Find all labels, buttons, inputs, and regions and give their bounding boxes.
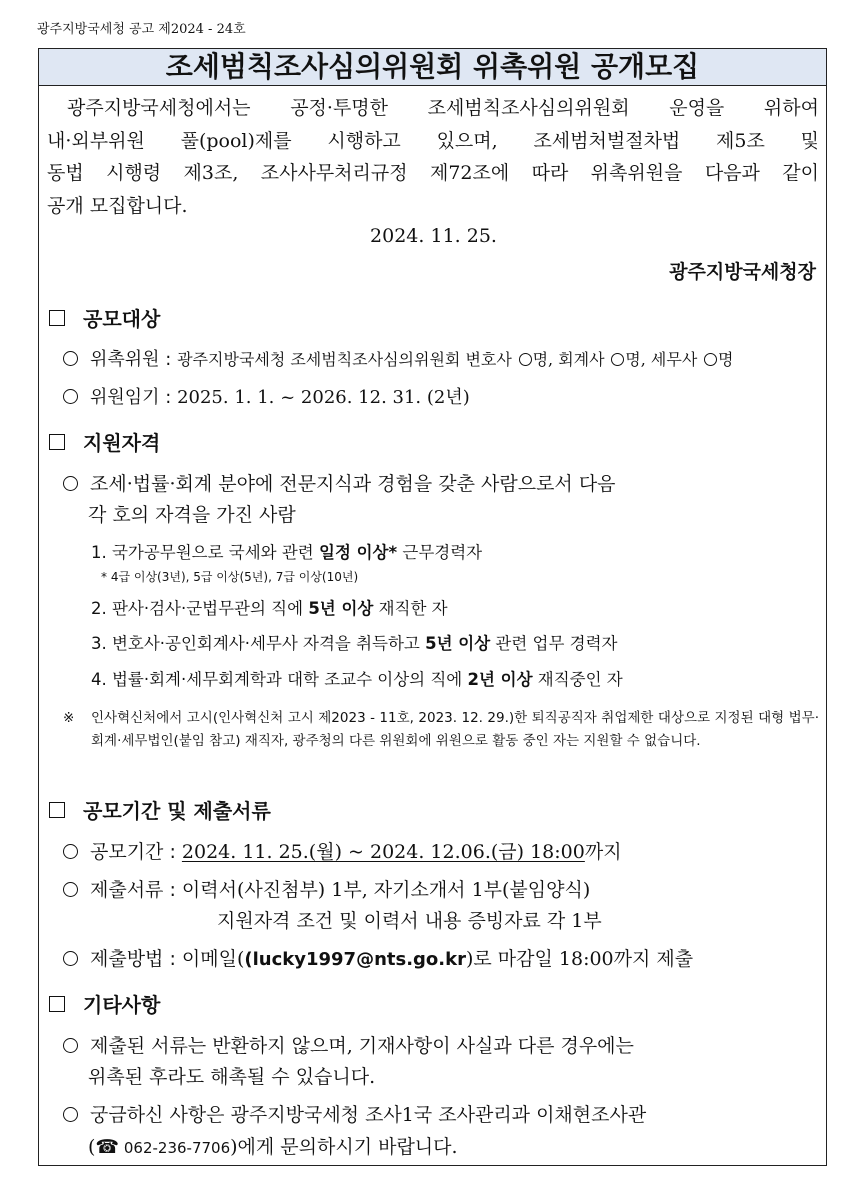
qualification-item-1 — [91, 539, 482, 563]
qualification-lead-2: 각 호의 자격을 가진 사람 — [88, 504, 296, 526]
item3-b: 5년 이상 — [425, 634, 491, 653]
qualification-item-2 — [91, 595, 448, 619]
item3-a: 3. 변호사·공인회계사·세무사 자격을 취득하고 — [91, 634, 420, 653]
item1-c: 근무경력자 — [402, 543, 483, 562]
qualification-lead-1 — [63, 469, 616, 496]
etc-item1-line-1: 제출된 서류는 반환하지 않으며, 기재사항이 사실과 다른 경우에는 — [90, 1035, 634, 1057]
intro-line-3: 동법 시행령 제3조, 조사사무처리규정 제72조에 따라 위촉위원을 다음과 같이 — [47, 162, 819, 184]
item4-b: 2년 이상 — [467, 670, 533, 689]
intro-paragraph — [47, 92, 819, 222]
section-qualification-title: 지원자격 — [83, 431, 161, 455]
qualification-lead-line-1: 조세·법률·회계 분야에 전문지식과 경험을 갖춘 사람으로서 다음 — [90, 473, 616, 495]
circle-bullet-icon — [63, 951, 78, 966]
docs-line-2: 지원자격 조건 및 이력서 내용 증빙자료 각 1부 — [217, 910, 602, 932]
item1-note: * 4급 이상(3년), 5급 이상(5년), 7급 이상(10년) — [101, 570, 359, 584]
circle-bullet-icon — [63, 844, 78, 859]
term-value: 2025. 1. 1. ~ 2026. 12. 31. (2년) — [177, 387, 470, 408]
issuer: 광주지방국세청장 — [669, 261, 816, 283]
period-value: 2024. 11. 25.(월) ~ 2024. 12.06.(금) 18:00 — [181, 841, 585, 863]
blank-circle-icon — [704, 353, 717, 366]
qualification-item-4 — [91, 666, 623, 690]
members-label: 위촉위원 : — [90, 349, 172, 370]
section-qualification-heading — [49, 427, 160, 456]
item1-b: 일정 이상* — [319, 543, 398, 562]
method-label: 제출방법 : — [90, 948, 176, 970]
page-title: 조세범칙조사심의위원회 위촉위원 공개모집 — [39, 49, 826, 86]
item1-a: 1. 국가공무원으로 국세와 관련 — [91, 543, 314, 562]
docs-row — [63, 875, 590, 902]
section-period-heading — [49, 795, 271, 824]
method-row — [63, 944, 693, 971]
method-suffix: )로 마감일 18:00까지 제출 — [465, 948, 694, 970]
qualification-exclusion-note — [63, 707, 819, 753]
period-row — [63, 837, 622, 864]
checkbox-square-icon — [49, 310, 65, 326]
section-target-heading — [49, 303, 160, 332]
blank-circle-icon — [611, 353, 624, 366]
intro-line-4: 공개 모집합니다. — [47, 194, 188, 217]
circle-bullet-icon — [63, 882, 78, 897]
members-value-d: 명 — [718, 350, 734, 369]
etc-item1-line-2: 위촉된 후라도 해촉될 수 있습니다. — [88, 1066, 376, 1088]
period-label: 공모기간 : — [90, 841, 176, 863]
circle-bullet-icon — [63, 351, 78, 366]
etc-item2-line-1: 궁금하신 사항은 광주지방국세청 조사1국 조사관리과 이채현조사관 — [90, 1104, 647, 1126]
contact-email[interactable]: (lucky1997@nts.go.kr — [244, 949, 466, 970]
intro-line-1: 광주지방국세청에서는 공정·투명한 조세범칙조사심의위원회 운영을 위하여 — [67, 97, 819, 119]
qualification-item-3 — [91, 630, 618, 654]
item4-c: 재직중인 자 — [537, 670, 623, 689]
reference-mark-icon: ※ — [63, 710, 75, 726]
item2-c: 재직한 자 — [378, 599, 448, 618]
section-period-title: 공모기간 및 제출서류 — [83, 799, 271, 823]
etc-item2-line-2 — [88, 1132, 458, 1159]
checkbox-square-icon — [49, 802, 65, 818]
docs-line-1: 이력서(사진첨부) 1부, 자기소개서 1부(붙임양식) — [181, 879, 591, 901]
section-etc-heading — [49, 989, 160, 1018]
target-members-row — [63, 345, 734, 371]
method-prefix: 이메일( — [181, 948, 245, 970]
note-text: 인사혁신처에서 고시(인사혁신처 고시 제2023 - 11호, 2023. 12. 29.)한 퇴직공직자 취업제한 대상으로 지정된 대형 법무·회계·세무법인(붙임 참고) 재직자, 광주청의 다른 위원회에 위원으로 활동 중인 자는 지원할 수 없습니다. — [91, 710, 819, 749]
notice-number: 광주지방국세청 공고 제2024 - 24호 — [37, 22, 246, 37]
section-target-title: 공모대상 — [83, 307, 161, 331]
members-value-c: 명, 세무사 — [625, 350, 698, 369]
item3-c: 관련 업무 경력자 — [495, 634, 618, 653]
circle-bullet-icon — [63, 1107, 78, 1122]
members-value-b: 명, 회계사 — [532, 350, 605, 369]
phone-open: ( — [88, 1136, 96, 1158]
checkbox-square-icon — [49, 434, 65, 450]
etc-item-2 — [63, 1100, 646, 1127]
item4-a: 4. 법률·회계·세무회계학과 대학 조교수 이상의 직에 — [91, 670, 463, 689]
target-term-row — [63, 383, 470, 409]
blank-circle-icon — [519, 353, 532, 366]
circle-bullet-icon — [63, 389, 78, 404]
item2-a: 2. 판사·검사·군법무관의 직에 — [91, 599, 304, 618]
period-suffix: 까지 — [584, 841, 622, 863]
circle-bullet-icon — [63, 476, 78, 491]
contact-phone: 062-236-7706 — [119, 1139, 231, 1157]
etc-item-1 — [63, 1031, 634, 1058]
notice-frame — [38, 48, 827, 1166]
docs-label: 제출서류 : — [90, 879, 176, 901]
section-etc-title: 기타사항 — [83, 993, 161, 1017]
intro-line-2: 내·외부위원 풀(pool)제를 시행하고 있으며, 조세범처벌절차법 제5조 및 — [47, 129, 819, 152]
term-label: 위원임기 : — [90, 387, 172, 408]
checkbox-square-icon — [49, 996, 65, 1012]
members-value-a: 광주지방국세청 조세범칙조사심의위원회 변호사 — [177, 350, 512, 369]
circle-bullet-icon — [63, 1038, 78, 1053]
item2-b: 5년 이상 — [308, 599, 374, 618]
phone-icon: ☎ — [95, 1136, 120, 1158]
etc-item2-suffix: )에게 문의하시기 바랍니다. — [230, 1136, 458, 1158]
notice-date: 2024. 11. 25. — [370, 225, 497, 247]
